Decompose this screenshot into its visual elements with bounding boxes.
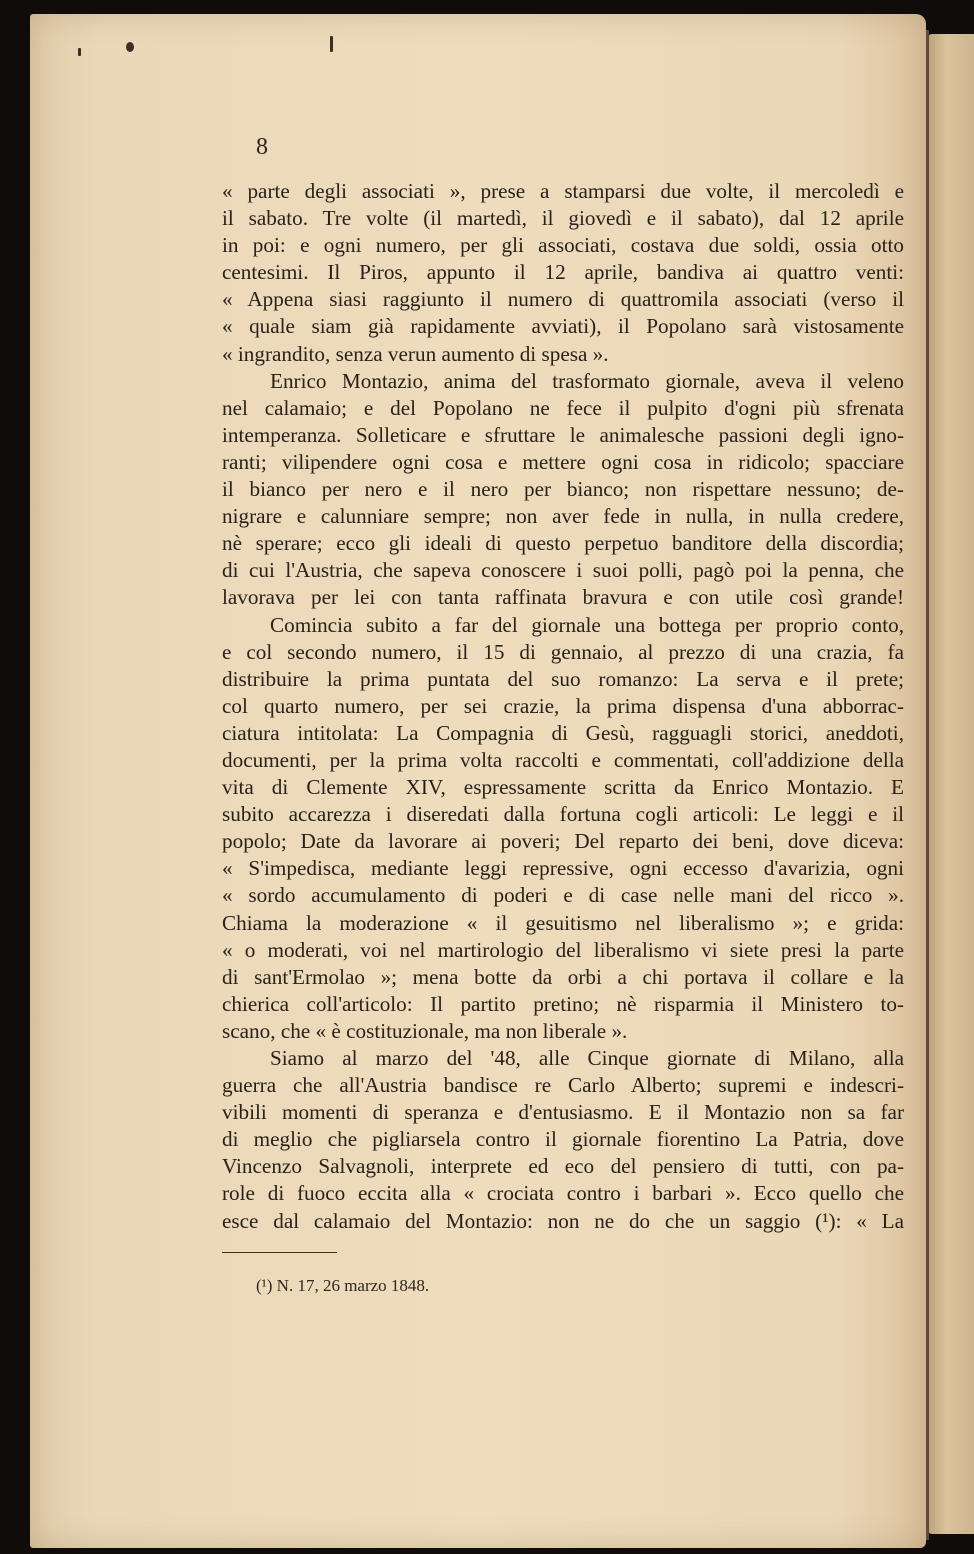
- text-line: popolo; Date da lavorare ai poveri; Del reparto dei beni, dove diceva:: [222, 829, 904, 854]
- text-line: in poi: e ogni numero, per gli associati, costava due soldi, ossia otto: [222, 233, 904, 258]
- text-line: guerra che all'Austria bandisce re Carlo Alberto; supremi e indescri-: [222, 1073, 904, 1098]
- text-line: nel calamaio; e del Popolano ne fece il pulpito d'ogni più sfrenata: [222, 395, 904, 420]
- text-line: distribuire la prima puntata del suo romanzo: La serva e il prete;: [222, 666, 904, 691]
- text-line: scano, che « è costituzionale, ma non liberale ».: [222, 1018, 628, 1043]
- footnote: (¹) N. 17, 26 marzo 1848.: [256, 1276, 430, 1295]
- text-line: di meglio che pigliarsela contro il giornale fiorentino La Patria, dove: [222, 1127, 904, 1152]
- text-line: di cui l'Austria, che sapeva conoscere i suoi polli, pagò poi la penna, che: [222, 558, 904, 583]
- text-line: di sant'Ermolao »; mena botte da orbi a chi portava il collare e la: [222, 964, 904, 989]
- text-line: documenti, per la prima volta raccolti e commentati, coll'addizione della: [222, 747, 904, 772]
- footnote-rule: [222, 1252, 337, 1253]
- text-line: Siamo al marzo del '48, alle Cinque giornate di Milano, alla: [270, 1046, 904, 1070]
- text-line: Vincenzo Salvagnoli, interprete ed eco del pensiero di tutti, con pa-: [222, 1154, 904, 1179]
- text-line: « ingrandito, senza verun aumento di spesa ».: [222, 341, 609, 366]
- text-line: col quarto numero, per sei crazie, la prima dispensa d'una abborrac-: [222, 693, 904, 718]
- text-line: vibili momenti di speranza e d'entusiasmo. E il Montazio non sa far: [222, 1100, 904, 1125]
- text-line: « sordo accumulamento di poderi e di case nelle mani del ricco ».: [222, 883, 904, 908]
- ink-spot: [126, 42, 134, 52]
- text-line: intemperanza. Solleticare e sfruttare le animalesche passioni degli igno-: [222, 422, 904, 447]
- text-line: role di fuoco eccita alla « crociata contro i barbari ». Ecco quello che: [222, 1181, 904, 1206]
- body-text: [222, 178, 904, 1235]
- text-line: ranti; vilipendere ogni cosa e mettere ogni cosa in ridicolo; spacciare: [222, 449, 904, 474]
- text-line: Chiama la moderazione « il gesuitismo nel liberalismo »; e grida:: [222, 910, 904, 935]
- text-line: Enrico Montazio, anima del trasformato giornale, aveva il veleno: [270, 368, 904, 393]
- text-line: « o moderati, voi nel martirologio del liberalismo vi siete presi la parte: [222, 937, 904, 962]
- next-page-edge: [928, 34, 974, 1534]
- text-line: Comincia subito a far del giornale una bottega per proprio conto,: [270, 612, 904, 637]
- text-line: esce dal calamaio del Montazio: non ne do che un saggio (¹): « La: [222, 1208, 904, 1233]
- page-number: 8: [256, 134, 268, 160]
- ink-stroke: [330, 36, 333, 52]
- text-line: e col secondo numero, il 15 di gennaio, al prezzo di una crazia, fa: [222, 639, 904, 664]
- text-line: « parte degli associati », prese a stamparsi due volte, il mercoledì e: [222, 179, 904, 203]
- text-line: nè sperare; ecco gli ideali di questo perpetuo banditore della discordia;: [222, 531, 904, 556]
- ink-stroke: [78, 48, 81, 56]
- text-line: chierica coll'articolo: Il partito pretino; nè risparmia il Ministero to-: [222, 991, 904, 1016]
- text-line: nigrare e calunniare sempre; non aver fede in nulla, in nulla credere,: [222, 504, 904, 529]
- text-line: « Appena siasi raggiunto il numero di quattromila associati (verso il: [222, 287, 904, 312]
- text-line: il bianco per nero e il nero per bianco; non rispettare nessuno; de-: [222, 477, 904, 502]
- text-line: vita di Clemente XIV, espressamente scritta da Enrico Montazio. E: [222, 775, 904, 800]
- text-line: « quale siam già rapidamente avviati), il Popolano sarà vistosamente: [222, 314, 904, 339]
- text-line: ciatura intitolata: La Compagnia di Gesù, ragguagli storici, aneddoti,: [222, 720, 904, 745]
- text-line: centesimi. Il Piros, appunto il 12 aprile, bandiva ai quattro venti:: [222, 260, 904, 285]
- text-line: subito accarezza i diseredati dalla fortuna cogli articoli: Le leggi e il: [222, 802, 904, 827]
- text-line: lavorava per lei con tanta raffinata bravura e con utile così grande!: [222, 585, 904, 610]
- text-line: il sabato. Tre volte (il martedì, il giovedì e il sabato), dal 12 aprile: [222, 206, 904, 231]
- text-line: « S'impedisca, mediante leggi repressive, ogni eccesso d'avarizia, ogni: [222, 856, 904, 881]
